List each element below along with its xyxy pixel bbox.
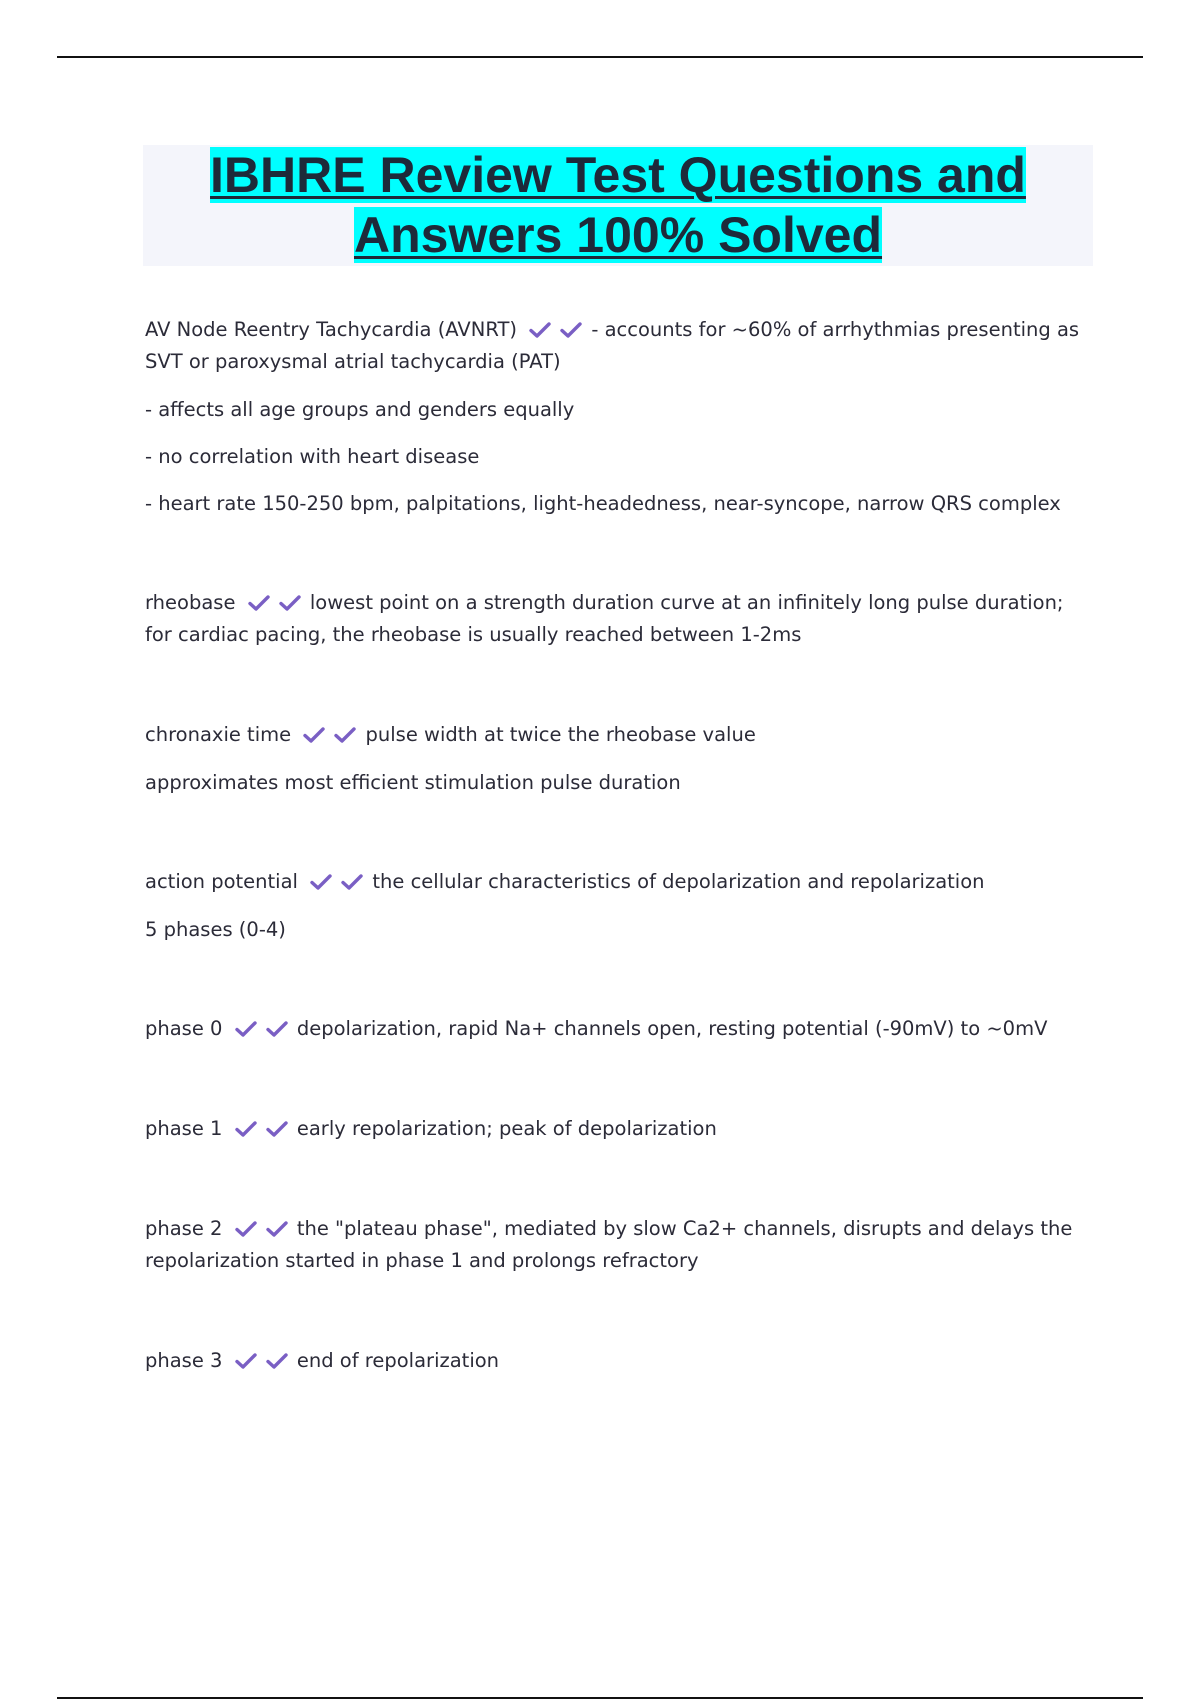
qa-entry	[145, 719, 1085, 799]
question-term: rheobase	[145, 591, 236, 614]
question-term: phase 2	[145, 1217, 223, 1240]
answer-text: the cellular characteristics of depolarization and repolarization	[372, 870, 985, 893]
bottom-rule	[57, 1697, 1143, 1699]
qa-item	[145, 1345, 1085, 1377]
qa-entry	[145, 866, 1085, 946]
answer-text: lowest point on a strength duration curve at an infinitely long pulse duration; for cardiac pacing, the rheobase is usually reached between 1-2ms	[145, 591, 1064, 646]
qa-entry	[145, 1213, 1085, 1277]
qa-item	[145, 1213, 1085, 1277]
check-icon	[235, 1221, 257, 1237]
page-title-line-1: IBHRE Review Test Questions and	[210, 147, 1026, 203]
qa-item	[145, 1013, 1085, 1045]
answer-text: end of repolarization	[296, 1349, 500, 1372]
question-term: AV Node Reentry Tachycardia (AVNRT)	[145, 318, 517, 341]
qa-entry	[145, 1113, 1085, 1145]
answer-extra-line: - affects all age groups and genders equally	[145, 398, 575, 421]
check-icon	[279, 595, 301, 611]
check-icon	[235, 1353, 257, 1369]
qa-entry	[145, 314, 1085, 520]
check-icon	[235, 1121, 257, 1137]
top-rule	[57, 56, 1143, 58]
answer-text: pulse width at twice the rheobase value	[365, 723, 756, 746]
check-icon	[266, 1021, 288, 1037]
check-icon	[334, 727, 356, 743]
qa-item	[145, 314, 1085, 378]
answer-text: the "plateau phase", mediated by slow Ca2+ channels, disrupts and delays the repolarization started in phase 1 and prolongs refractory	[145, 1217, 1073, 1272]
check-icon	[560, 322, 582, 338]
answer-text: depolarization, rapid Na+ channels open, resting potential (-90mV) to ~0mV	[296, 1017, 1048, 1040]
answer-extra-line: approximates most efficient stimulation pulse duration	[145, 771, 681, 794]
answer-extra-line: - heart rate 150-250 bpm, palpitations, light-headedness, near-syncope, narrow QRS complex	[145, 492, 1061, 515]
check-icon	[310, 874, 332, 890]
qa-item	[145, 719, 1085, 751]
qa-list	[145, 314, 1085, 1393]
qa-entry	[145, 587, 1085, 651]
check-icon	[266, 1221, 288, 1237]
check-icon	[266, 1353, 288, 1369]
qa-item	[145, 587, 1085, 651]
qa-entry	[145, 1013, 1085, 1045]
page-title-line-2: Answers 100% Solved	[353, 207, 883, 263]
answer-extra-line: 5 phases (0-4)	[145, 918, 286, 941]
qa-entry	[145, 1345, 1085, 1377]
answer-text: - accounts for ~60% of arrhythmias presenting as SVT or paroxysmal atrial tachycardia (PAT)	[145, 318, 1080, 373]
question-term: phase 3	[145, 1349, 223, 1372]
qa-item	[145, 1113, 1085, 1145]
question-term: phase 1	[145, 1117, 223, 1140]
question-term: chronaxie time	[145, 723, 292, 746]
answer-text: early repolarization; peak of depolarization	[296, 1117, 717, 1140]
check-icon	[248, 595, 270, 611]
check-icon	[341, 874, 363, 890]
title-box	[143, 145, 1093, 266]
check-icon	[235, 1021, 257, 1037]
check-icon	[266, 1121, 288, 1137]
qa-item	[145, 866, 1085, 898]
answer-extra-line: - no correlation with heart disease	[145, 445, 480, 468]
question-term: action potential	[145, 870, 298, 893]
check-icon	[303, 727, 325, 743]
question-term: phase 0	[145, 1017, 223, 1040]
check-icon	[529, 322, 551, 338]
